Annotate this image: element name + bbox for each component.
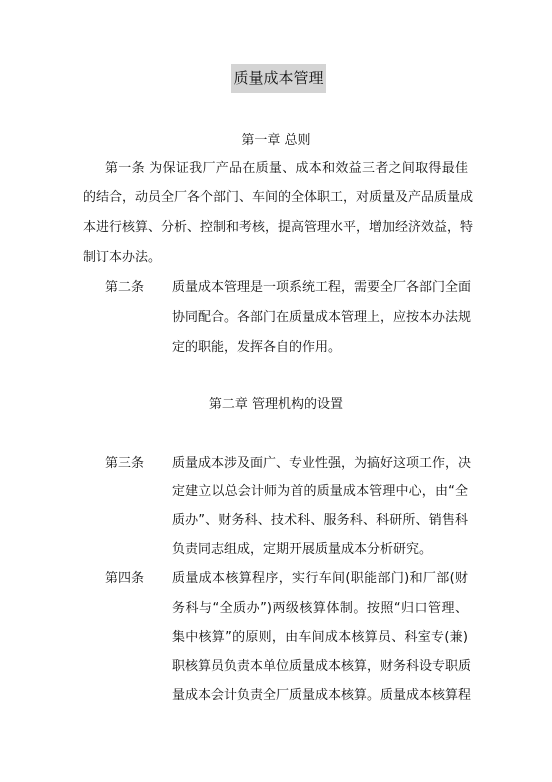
chapter2-heading: 第二章 管理机构的设置 (208, 397, 344, 412)
article4-label: 第四条 (105, 571, 145, 586)
article4-line-1: 质量成本核算程序，实行车间(职能部门)和厂部(财 (172, 571, 468, 586)
article4-line-4: 职核算员负责本单位质量成本核算，财务科设专职质 (172, 659, 472, 674)
article3-label: 第三条 (105, 456, 145, 471)
article1-line-1: 第一条 为保证我厂产品在质量、成本和效益三者之间取得最佳 (105, 161, 468, 176)
article1-line-3: 本进行核算、分析、控制和考核，提高管理水平，增加经济效益，特 (83, 220, 474, 235)
article3-line-2: 定建立以总会计师为首的质量成本管理中心，由“全 (172, 484, 468, 499)
article4-line-3: 集中核算”的原则，由车间成本核算员、科室专(兼) (172, 630, 468, 645)
article3-line-4: 负责同志组成，定期开展质量成本分析研究。 (172, 542, 433, 557)
article4-line-5: 量成本会计负责全厂质量成本核算。质量成本核算程 (172, 688, 472, 703)
article3-line-3: 质办”、财务科、技术科、服务科、科研所、销售科 (172, 513, 468, 528)
article2-line-2: 协同配合。各部门在质量成本管理上，应按本办法规 (172, 310, 472, 325)
article2-line-3: 定的职能，发挥各自的作用。 (172, 340, 342, 355)
article2-label: 第二条 (105, 280, 145, 295)
article3-line-1: 质量成本涉及面广、专业性强，为搞好这项工作，决 (172, 456, 472, 471)
article2-line-1: 质量成本管理是一项系统工程，需要全厂各部门全面 (172, 280, 472, 295)
article1-line-2: 的结合，动员全厂各个部门、车间的全体职工，对质量及产品质量成 (83, 190, 474, 205)
document-title: 质量成本管理 (231, 64, 326, 93)
chapter1-heading: 第一章 总则 (241, 133, 311, 148)
article1-line-4: 制订本办法。 (83, 250, 162, 265)
article4-line-2: 务科与“全质办”)两级核算体制。按照“归口管理、 (172, 601, 468, 616)
